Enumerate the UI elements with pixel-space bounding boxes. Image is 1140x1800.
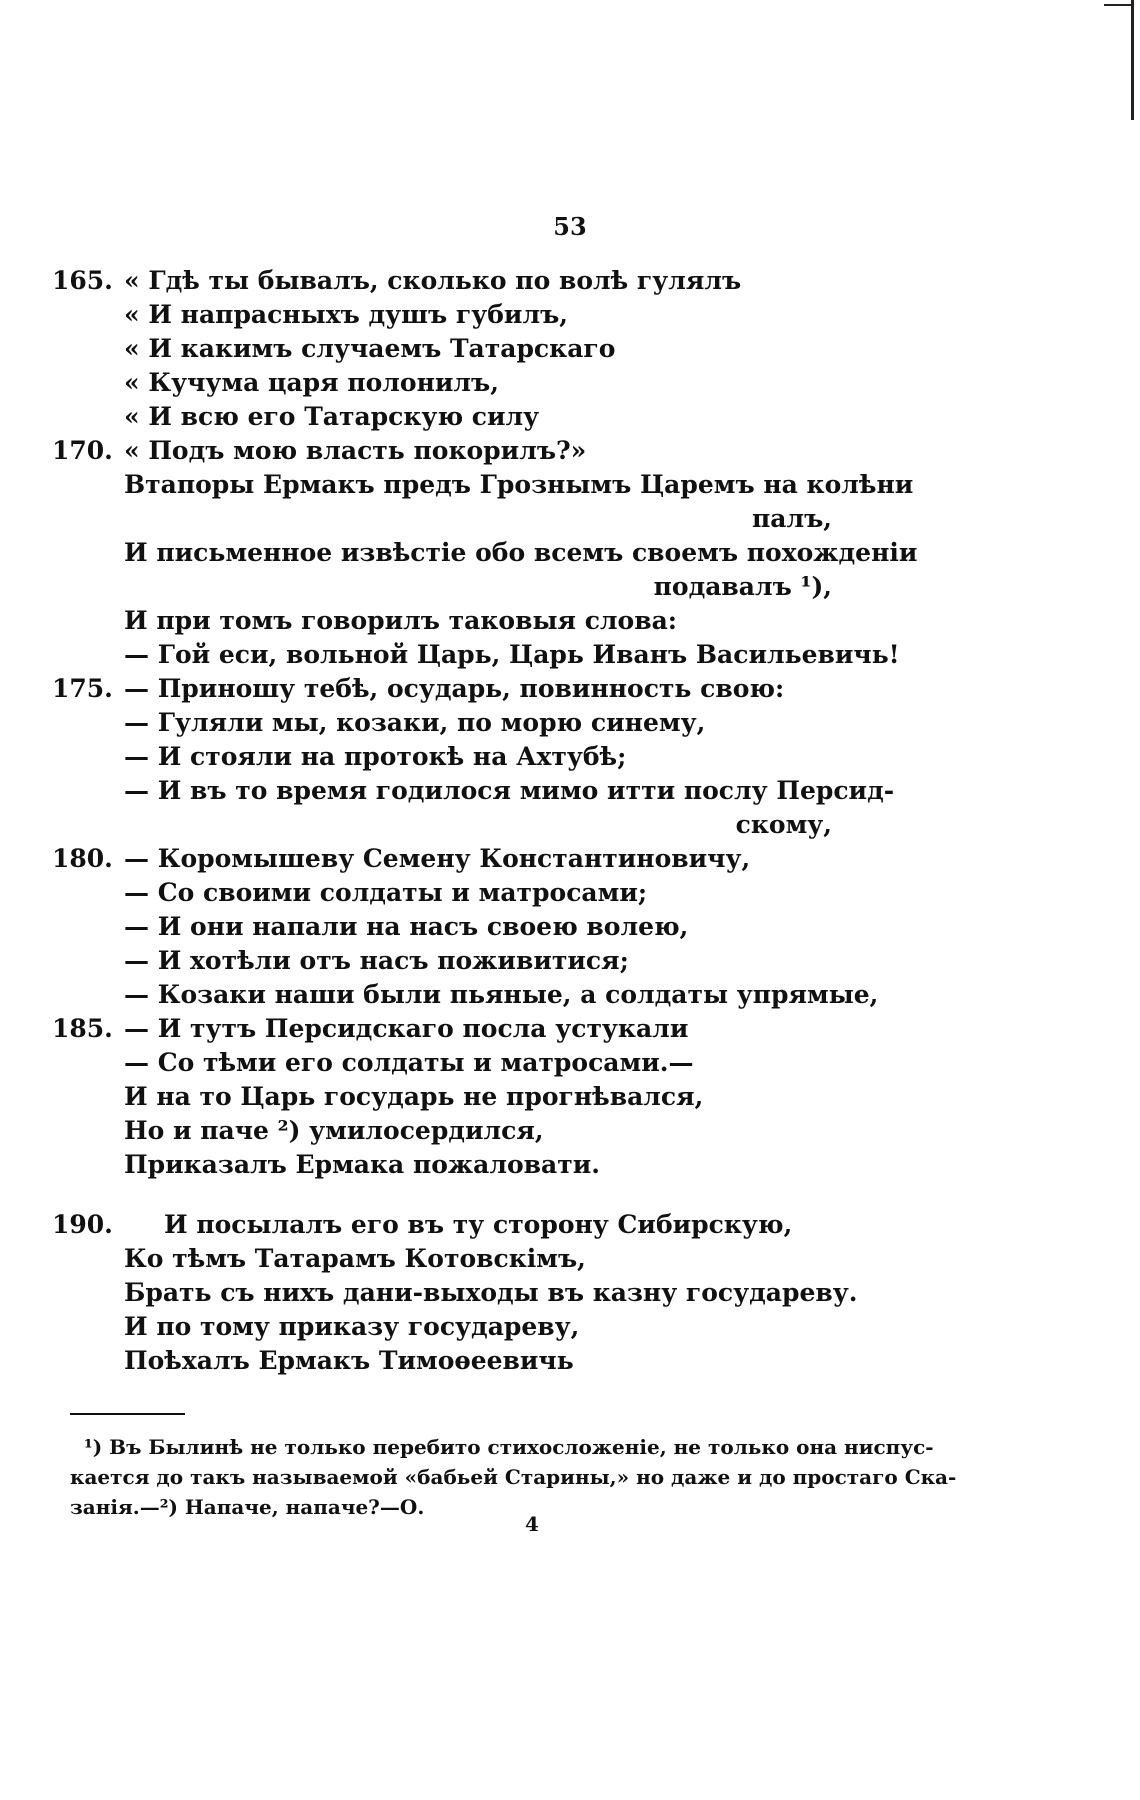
verse-text: — Козаки наши были пьяные, а солдаты упрямые, [124,980,879,1009]
footnote-line: ¹) Въ Былинѣ не только перебито стихосложеніе, не только она ниспус- [84,1435,934,1459]
page-edge-mark [1131,0,1134,120]
page-number: 53 [553,212,587,241]
verse-text: И письменное извѣстіе обо всемъ своемъ похожденіи [124,538,918,567]
verse-text: « Гдѣ ты бывалъ, сколько по волѣ гулялъ [124,266,742,295]
verse-text: — И стояли на протокѣ на Ахтубѣ; [124,742,627,771]
verse-text: Брать съ нихъ дани-выходы въ казну государеву. [124,1278,858,1307]
verse-text: — И въ то время годилося мимо итти послу Персид- [124,776,895,805]
verse-text: — Гой еси, вольной Царь, Царь Иванъ Васильевичь! [124,640,900,669]
verse-text: Поѣхалъ Ермакъ Тимоѳеевичь [124,1346,574,1375]
footnote-line: занія.—²) Напаче, напаче?—О. [70,1495,425,1519]
verse-text: — И хотѣли отъ насъ поживитися; [124,946,629,975]
verse-text: Но и паче ²) умилосердился, [124,1116,544,1145]
verse-number: 165. [52,266,113,295]
signature-mark: 4 [525,1512,539,1536]
verse-text: — Со своими солдаты и матросами; [124,878,648,907]
verse-text: « И какимъ случаемъ Татарскаго [124,334,616,363]
footnote-separator [70,1413,185,1415]
verse-text: — Приношу тебѣ, осударь, повинность свою: [124,674,785,703]
verse-text: « Кучума царя полонилъ, [124,368,499,397]
verse-number: 180. [52,844,113,873]
verse-text: — Коромышеву Семену Константиновичу, [124,844,751,873]
verse-text: — И тутъ Персидскаго посла устукали [124,1014,689,1043]
verse-number: 190. [52,1210,113,1239]
verse-text: Ко тѣмъ Татарамъ Котовскімъ, [124,1244,586,1273]
verse-text: И по тому приказу государеву, [124,1312,580,1341]
verse-text: — Со тѣми его солдаты и матросами.— [124,1048,694,1077]
verse-text: И при томъ говорилъ таковыя слова: [124,606,678,635]
verse-number: 170. [52,436,113,465]
page-edge-mark-top [1104,4,1134,6]
verse-number: 175. [52,674,113,703]
verse-text: « Подъ мою власть покорилъ?» [124,436,587,465]
verse-text: скому, [735,810,832,839]
verse-text: подавалъ ¹), [653,572,832,601]
verse-text: — Гуляли мы, козаки, по морю синему, [124,708,706,737]
verse-text: — И они напали на насъ своею волею, [124,912,689,941]
verse-text: Приказалъ Ермака пожаловати. [124,1150,600,1179]
verse-text: « И напрасныхъ душъ губилъ, [124,300,568,329]
verse-number: 185. [52,1014,113,1043]
verse-text: палъ, [751,504,832,533]
footnote-line: кается до такъ называемой «бабьей Старины,» но даже и до простаго Ска- [70,1465,957,1489]
verse-text: Втапоры Ермакъ предъ Грознымъ Царемъ на колѣни [124,470,914,499]
verse-text: « И всю его Татарскую силу [124,402,540,431]
verse-text: И посылалъ его въ ту сторону Сибирскую, [164,1210,793,1239]
verse-text: И на то Царь государь не прогнѣвался, [124,1082,704,1111]
